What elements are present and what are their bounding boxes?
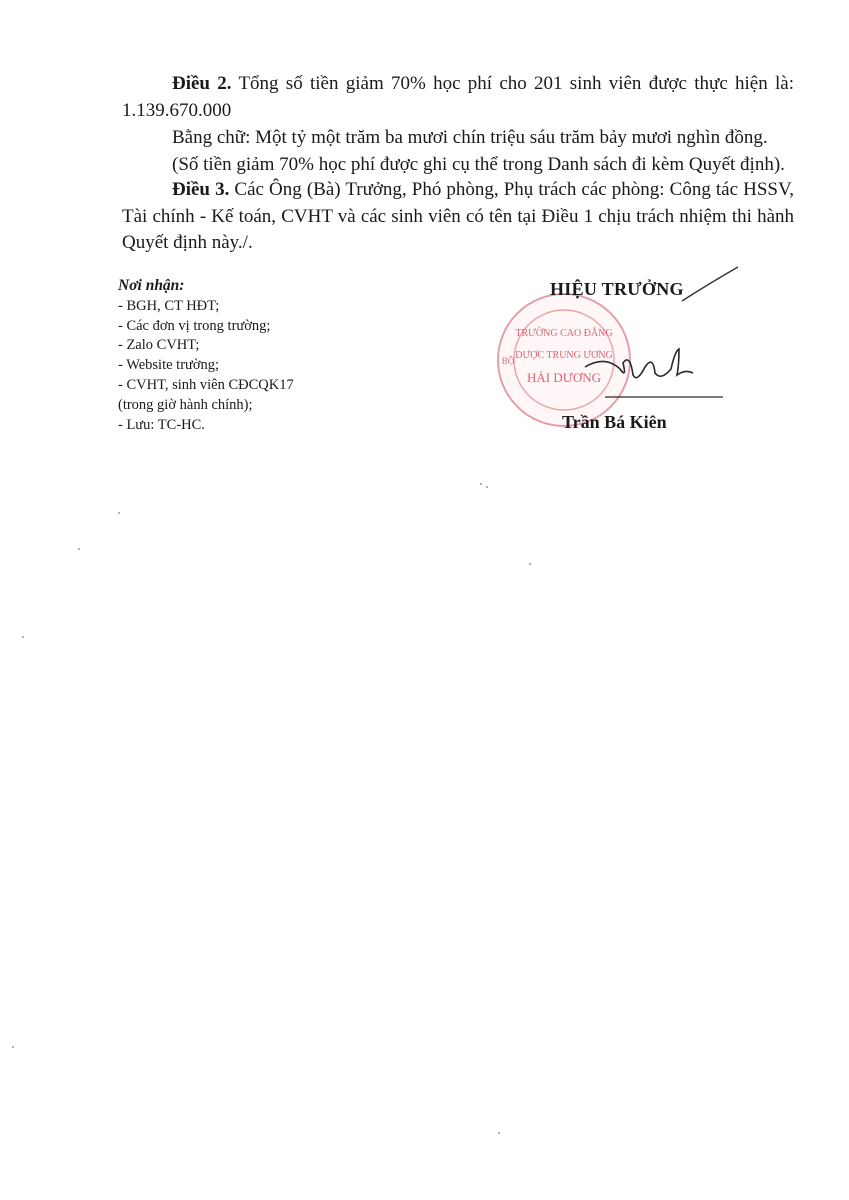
recipient-item: - BGH, CT HĐT; [118, 297, 220, 314]
scan-speck [480, 483, 482, 485]
article-2-line1: Tổng số tiền giảm 70% học phí cho 201 sinh viên được thực hiện là: 1.139.670.000 [122, 73, 794, 121]
article-2 [122, 71, 794, 178]
seal-line2: DƯỢC TRUNG ƯƠNG [515, 350, 613, 361]
handwritten-signature-icon [575, 345, 725, 405]
scan-speck [529, 563, 531, 565]
seal-side-text: BỘ [501, 356, 515, 366]
recipient-item: - Website trường; [118, 357, 220, 374]
article-2-heading: Điều 2. [172, 73, 232, 94]
recipient-item: - CVHT, sinh viên CĐCQK17 [118, 376, 294, 393]
article-3-body: Các Ông (Bà) Trưởng, Phó phòng, Phụ trách các phòng: Công tác HSSV, Tài chính - Kế toán, CVHT và các sinh viên có tên tại Điều 1 chịu trách nhiệm thi hành Quyết định này./. [122, 179, 794, 253]
seal-line1: TRƯỜNG CAO ĐẲNG [515, 328, 613, 339]
recipient-item: - Các đơn vị trong trường; [118, 317, 271, 334]
recipients-title: Nơi nhận: [118, 277, 185, 294]
recipient-item: - Zalo CVHT; [118, 337, 200, 354]
article-3-heading: Điều 3. [172, 179, 230, 200]
seal-line3: HẢI DƯƠNG [527, 370, 601, 385]
scan-speck [486, 486, 488, 488]
recipient-item: (trong giờ hành chính); [118, 396, 253, 413]
article-3 [122, 177, 794, 257]
scan-speck [78, 548, 80, 550]
scan-speck [498, 1132, 500, 1134]
signer-title: HIỆU TRƯỞNG [550, 279, 684, 299]
article-2-in-words: Bằng chữ: Một tỷ một trăm ba mươi chín triệu sáu trăm bảy mươi nghìn đồng. [172, 127, 768, 148]
pen-stroke-icon [680, 265, 740, 305]
scan-speck [118, 512, 120, 514]
scan-speck [22, 636, 24, 638]
article-3-text [122, 177, 794, 257]
recipient-item: - Lưu: TC-HC. [118, 416, 205, 433]
scan-speck [12, 1046, 14, 1048]
recipients-block [118, 276, 448, 435]
article-2-note: (Số tiền giảm 70% học phí được ghi cụ thể trong Danh sách đi kèm Quyết định). [172, 153, 785, 175]
signer-name: Trần Bá Kiên [562, 412, 667, 432]
article-2-total [122, 71, 794, 124]
